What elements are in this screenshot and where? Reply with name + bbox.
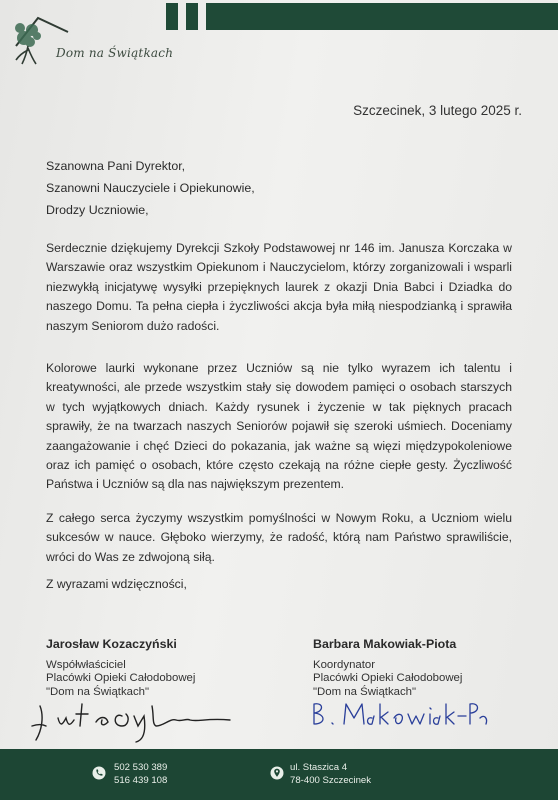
signatory-org: "Dom na Świątkach"	[46, 685, 150, 698]
closing: Z wyrazami wdzięczności,	[46, 577, 187, 591]
greeting-line: Drodzy Uczniowie,	[46, 203, 149, 217]
location-pin-icon	[270, 766, 284, 780]
body-paragraph-1: Serdecznie dziękujemy Dyrekcji Szkoły Podstawowej nr 146 im. Janusza Korczaka w Warszawie oraz wszystkim Opiekunom i Nauczycielom, którzy zorganizowali i wsparli niezwykłą inicjatywę wysyłki przepięknych laurek z okazji Dnia Babci i Dziadka do naszego Domu. Ta pełna ciepła i życzliwości akcja była miłą niespodzianką i sprawiła naszym Seniorom dużo radości.	[46, 241, 512, 333]
footer-address	[290, 761, 371, 787]
handwritten-signature-left	[30, 696, 240, 746]
phone-icon	[92, 766, 106, 780]
body-paragraph-2: Kolorowe laurki wykonane przez Uczniów są nie tylko wyrazem ich talentu i kreatywności, ale przede wszystkim stały się dowodem pamięci o osobach starszych w tych wyjątkowych dniach. Każdy rysunek i życzenie w tak pięknych pracach sprawiły, że na twarzach naszych Seniorów pojawił się szeroki uśmiech. Doceniamy zaangażowanie i chęć Dzieci do pokazania, jak ważne są więzi międzypokoleniowe oraz ich pamięć o osobach, które często czekają na różne ciepłe gesty. Życzliwość Państwa i Uczniów są dla nas największym prezentem.	[46, 361, 512, 492]
footer	[0, 749, 558, 800]
footer-address-line: 78-400 Szczecinek	[290, 775, 372, 786]
greeting	[46, 155, 255, 221]
signatory-name: Jarosław Kozaczyński	[46, 637, 177, 651]
house-tree-icon	[10, 8, 70, 70]
greeting-line: Szanowni Nauczyciele i Opiekunowie,	[46, 181, 255, 195]
footer-phone: 516 439 108	[114, 775, 168, 786]
header-decorative-band	[166, 0, 558, 30]
logo	[10, 8, 180, 70]
signatory-name: Barbara Makowiak-Piota	[313, 637, 457, 651]
handwritten-signature-right	[310, 696, 490, 732]
signatory-role: Koordynator	[313, 658, 376, 671]
logo-text: Dom na Świątkach	[56, 46, 174, 60]
signatory-org: Placówki Opieki Całodobowej	[313, 672, 463, 684]
signatory-right	[313, 638, 462, 699]
signatory-role: Współwłaściciel	[46, 658, 126, 671]
footer-phones	[114, 761, 167, 787]
signatory-org: "Dom na Świątkach"	[313, 685, 417, 698]
letter-date: Szczecinek, 3 lutego 2025 r.	[353, 103, 522, 118]
body-paragraph-3: Z całego serca życzymy wszystkim pomyślności w Nowym Roku, a Uczniom wielu sukcesów w nauce. Głęboko wierzymy, że radość, którą nam Państwo sprawiliście, wróci do Was ze zdwojoną siłą.	[46, 511, 512, 564]
signatory-org: Placówki Opieki Całodobowej	[46, 672, 196, 684]
footer-address-line: ul. Staszica 4	[290, 762, 348, 773]
greeting-line: Szanowna Pani Dyrektor,	[46, 159, 186, 173]
footer-phone: 502 530 389	[114, 762, 168, 773]
signatory-left	[46, 638, 195, 699]
